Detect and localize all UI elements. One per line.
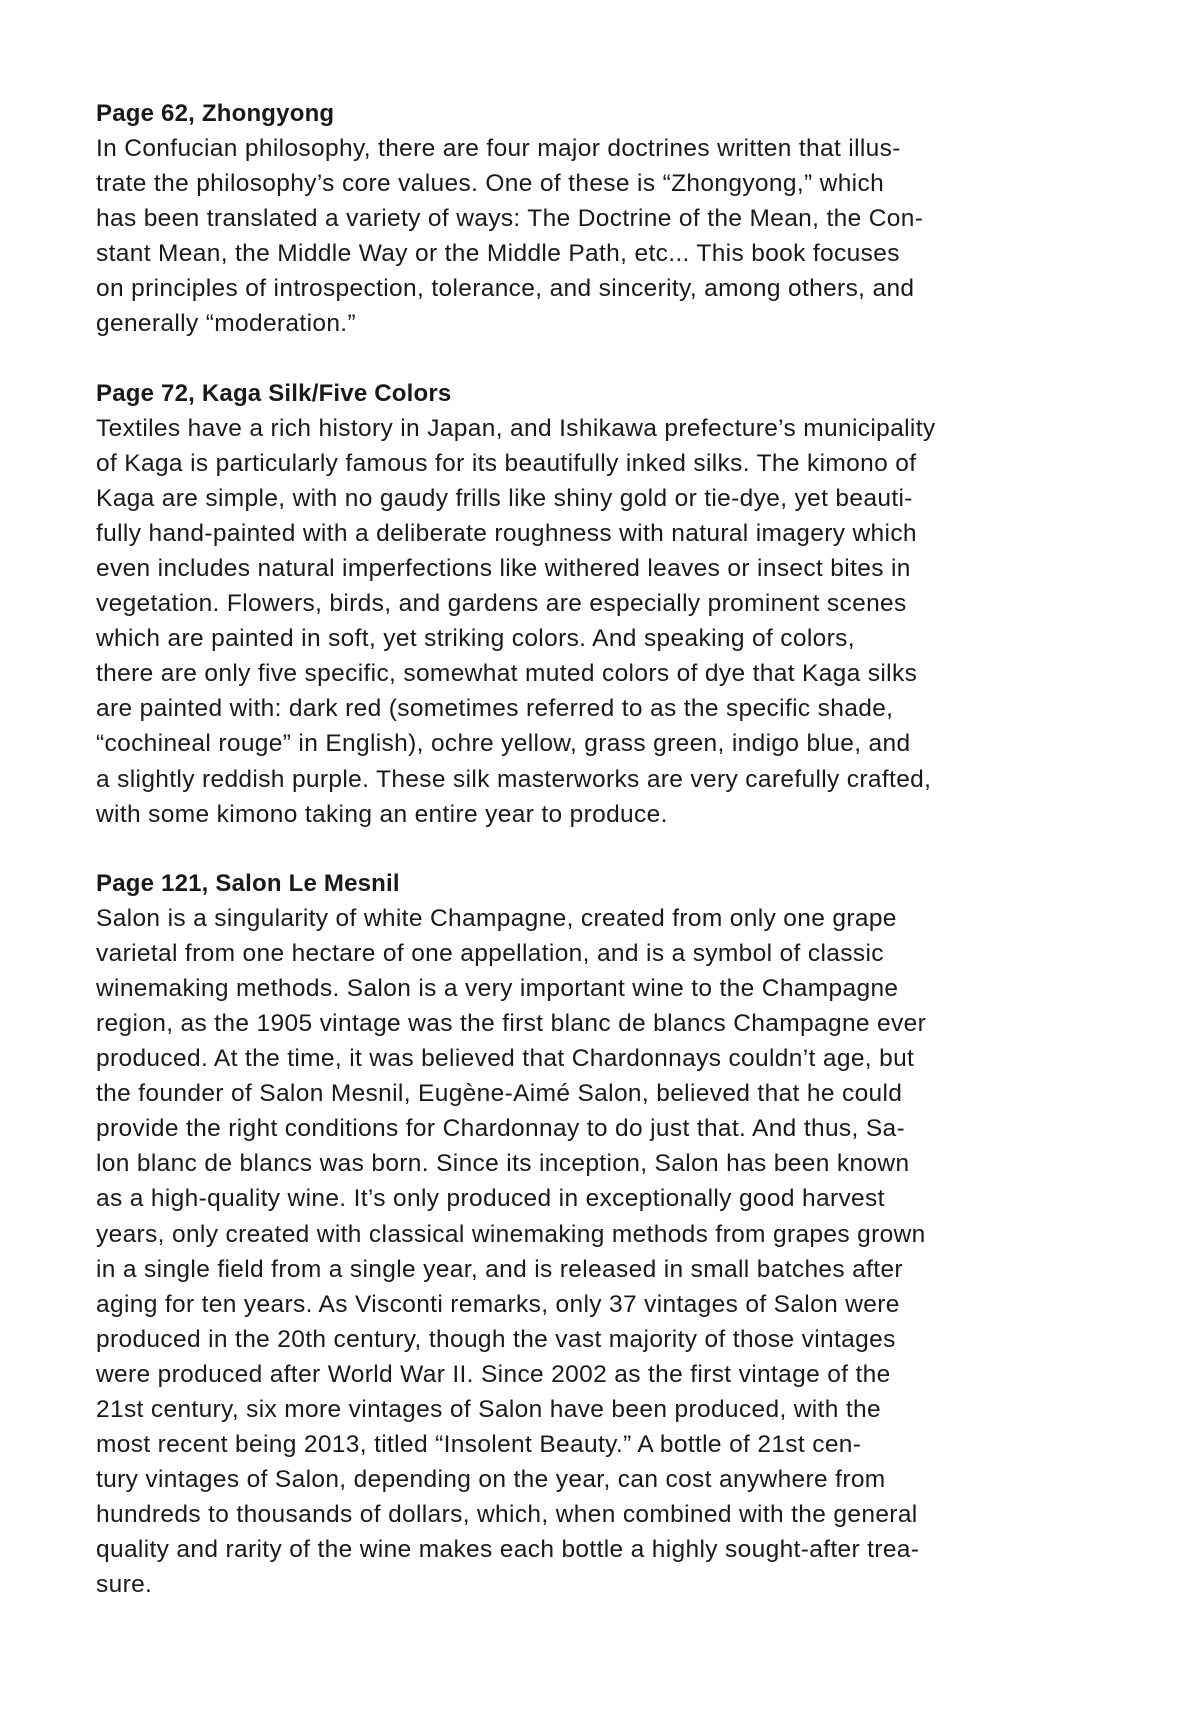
text-line: a slightly reddish purple. These silk masterworks are very carefully crafted, (96, 765, 932, 793)
text-line: fully hand-painted with a deliberate roughness with natural imagery which (96, 519, 917, 547)
text-line: provide the right conditions for Chardonnay to do just that. And thus, Sa- (96, 1115, 906, 1143)
text-line: Salon is a singularity of white Champagne, created from only one grape (96, 904, 897, 932)
text-line: most recent being 2013, titled “Insolent Beauty.” A bottle of 21st cen- (96, 1431, 862, 1459)
text-line: of Kaga is particularly famous for its beautifully inked silks. The kimono of (96, 449, 917, 477)
text-line: the founder of Salon Mesnil, Eugène-Aimé Salon, believed that he could (96, 1080, 903, 1108)
text-line: are painted with: dark red (sometimes referred to as the specific shade, (96, 695, 894, 723)
text-line: which are painted in soft, yet striking colors. And speaking of colors, (96, 625, 855, 653)
text-line: sure. (96, 1571, 153, 1599)
text-line: were produced after World War II. Since 2002 as the first vintage of the (96, 1360, 891, 1388)
text-line: generally “moderation.” (96, 310, 356, 338)
text-line: produced in the 20th century, though the vast majority of those vintages (96, 1325, 896, 1353)
text-line: In Confucian philosophy, there are four major doctrines written that illus- (96, 135, 901, 162)
text-line: hundreds to thousands of dollars, which, when combined with the general (96, 1501, 918, 1529)
text-line: “cochineal rouge” in English), ochre yellow, grass green, indigo blue, and (96, 730, 911, 758)
text-line: there are only five specific, somewhat muted colors of dye that Kaga silks (96, 660, 918, 688)
text-line: with some kimono taking an entire year to produce. (96, 800, 668, 828)
text-line: tury vintages of Salon, depending on the year, can cost anywhere from (96, 1466, 886, 1494)
section-body (96, 411, 1096, 832)
section-kaga-silk (96, 376, 1096, 832)
section-title: Page 121, Salon Le Mesnil (96, 869, 400, 897)
text-line: winemaking methods. Salon is a very important wine to the Champagne (96, 974, 899, 1002)
text-line: in a single field from a single year, and is released in small batches after (96, 1255, 903, 1283)
text-line: quality and rarity of the wine makes each bottle a highly sought-after trea- (96, 1536, 920, 1564)
document-page (96, 96, 1096, 1637)
text-line: on principles of introspection, tolerance, and sincerity, among others, and (96, 275, 915, 303)
text-line: produced. At the time, it was believed that Chardonnays couldn’t age, but (96, 1045, 915, 1073)
text-line: as a high-quality wine. It’s only produced in exceptionally good harvest (96, 1185, 885, 1213)
text-line: even includes natural imperfections like withered leaves or insect bites in (96, 554, 911, 582)
text-line: years, only created with classical winemaking methods from grapes grown (96, 1220, 926, 1248)
text-line: aging for ten years. As Visconti remarks, only 37 vintages of Salon were (96, 1290, 900, 1318)
section-body (96, 901, 1096, 1603)
text-line: stant Mean, the Middle Way or the Middle Path, etc... This book focuses (96, 240, 900, 268)
text-line: varietal from one hectare of one appellation, and is a symbol of classic (96, 939, 884, 967)
section-title: Page 72, Kaga Silk/Five Colors (96, 379, 452, 407)
section-salon-le-mesnil (96, 866, 1096, 1603)
text-line: Kaga are simple, with no gaudy frills like shiny gold or tie-dye, yet beauti- (96, 484, 913, 512)
text-line: 21st century, six more vintages of Salon have been produced, with the (96, 1396, 882, 1423)
section-title: Page 62, Zhongyong (96, 100, 335, 127)
text-line: Textiles have a rich history in Japan, and Ishikawa prefecture’s municipality (96, 414, 936, 442)
section-body (96, 131, 1096, 342)
text-line: trate the philosophy’s core values. One of these is “Zhongyong,” which (96, 170, 885, 198)
text-line: vegetation. Flowers, birds, and gardens are especially prominent scenes (96, 590, 907, 618)
text-line: region, as the 1905 vintage was the first blanc de blancs Champagne ever (96, 1009, 927, 1037)
section-zhongyong (96, 96, 1096, 342)
text-line: lon blanc de blancs was born. Since its inception, Salon has been known (96, 1150, 910, 1178)
text-line: has been translated a variety of ways: The Doctrine of the Mean, the Con- (96, 205, 924, 233)
